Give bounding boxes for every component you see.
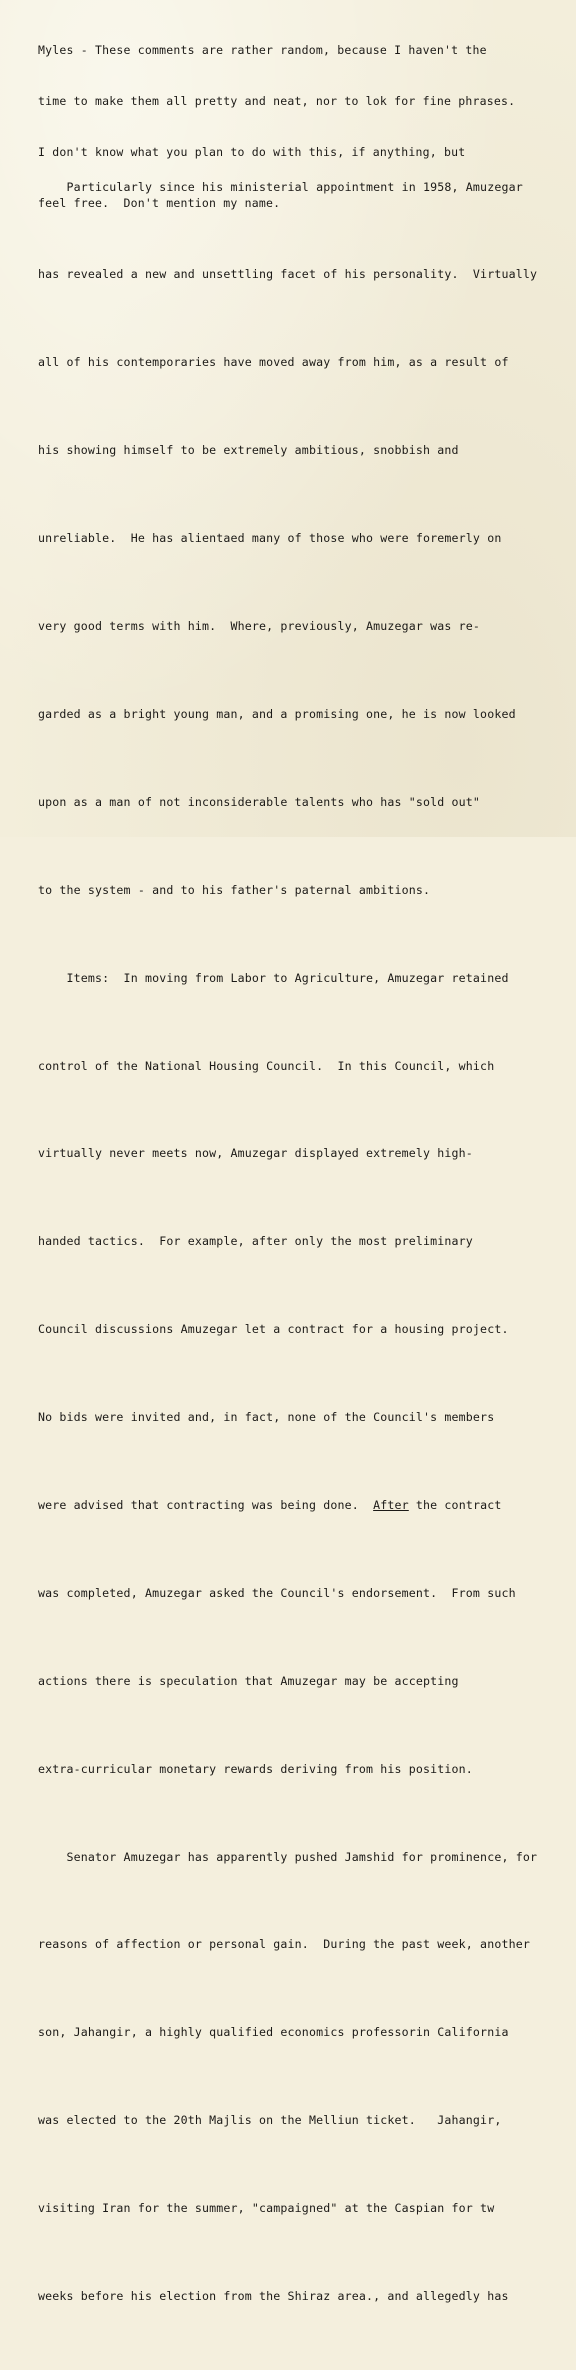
body-line-with-underline [38, 1491, 568, 1520]
note-line: feel free. Don't mention my name. [38, 196, 281, 210]
body-line: his showing himself to be extremely ambitious, snobbish and [38, 443, 459, 458]
body-line: Particularly since his ministerial appointment in 1958, Amuzegar [38, 179, 523, 194]
body-line: virtually never meets now, Amuzegar displayed extremely high- [38, 1146, 473, 1161]
body-line: reasons of affection or personal gain. During the past week, another [38, 1937, 530, 1952]
note-line: I don't know what you plan to do with this, if anything, but [38, 145, 466, 159]
memo-body [38, 114, 568, 2370]
body-line: has revealed a new and unsettling facet of his personality. Virtually [38, 267, 538, 282]
body-line-start: were advised that contracting was being done. [38, 1497, 374, 1512]
body-line: extra-curricular monetary rewards deriving from his position. [38, 1761, 473, 1776]
body-line: control of the National Housing Council. In this Council, which [38, 1058, 495, 1073]
body-line: Council discussions Amuzegar let a contract for a housing project. [38, 1322, 509, 1337]
body-line: actions there is speculation that Amuzegar may be accepting [38, 1673, 459, 1688]
body-line: was elected to the 20th Majlis on the Melliun ticket. Jahangir, [38, 2113, 502, 2128]
body-line-end: the contract [408, 1497, 502, 1512]
body-line: upon as a man of not inconsiderable talents who has "sold out" [38, 794, 481, 809]
body-line: to the system - and to his father's paternal ambitions. [38, 882, 431, 897]
body-line: son, Jahangir, a highly qualified economics professorin California [38, 2025, 509, 2040]
underlined-word: After [373, 1497, 409, 1512]
body-line: Items: In moving from Labor to Agriculture, Amuzegar retained [38, 970, 509, 985]
body-line: Senator Amuzegar has apparently pushed Jamshid for prominence, for [38, 1849, 538, 1864]
note-line: Myles - These comments are rather random, because I haven't the [38, 43, 487, 57]
body-line: handed tactics. For example, after only the most preliminary [38, 1234, 473, 1249]
body-line: all of his contemporaries have moved away from him, as a result of [38, 355, 509, 370]
body-line: visiting Iran for the summer, "campaigned" at the Caspian for tw [38, 2201, 495, 2216]
body-line: unreliable. He has alientaed many of those who were foremerly on [38, 531, 502, 546]
body-line: No bids were invited and, in fact, none of the Council's members [38, 1410, 495, 1425]
note-line: time to make them all pretty and neat, nor to lok for fine phrases. [38, 94, 516, 108]
body-line: garded as a bright young man, and a promising one, he is now looked [38, 706, 516, 721]
body-line: weeks before his election from the Shiraz area., and allegedly has [38, 2288, 509, 2303]
body-line: was completed, Amuzegar asked the Council's endorsement. From such [38, 1585, 516, 1600]
body-line: very good terms with him. Where, previously, Amuzegar was re- [38, 619, 481, 634]
